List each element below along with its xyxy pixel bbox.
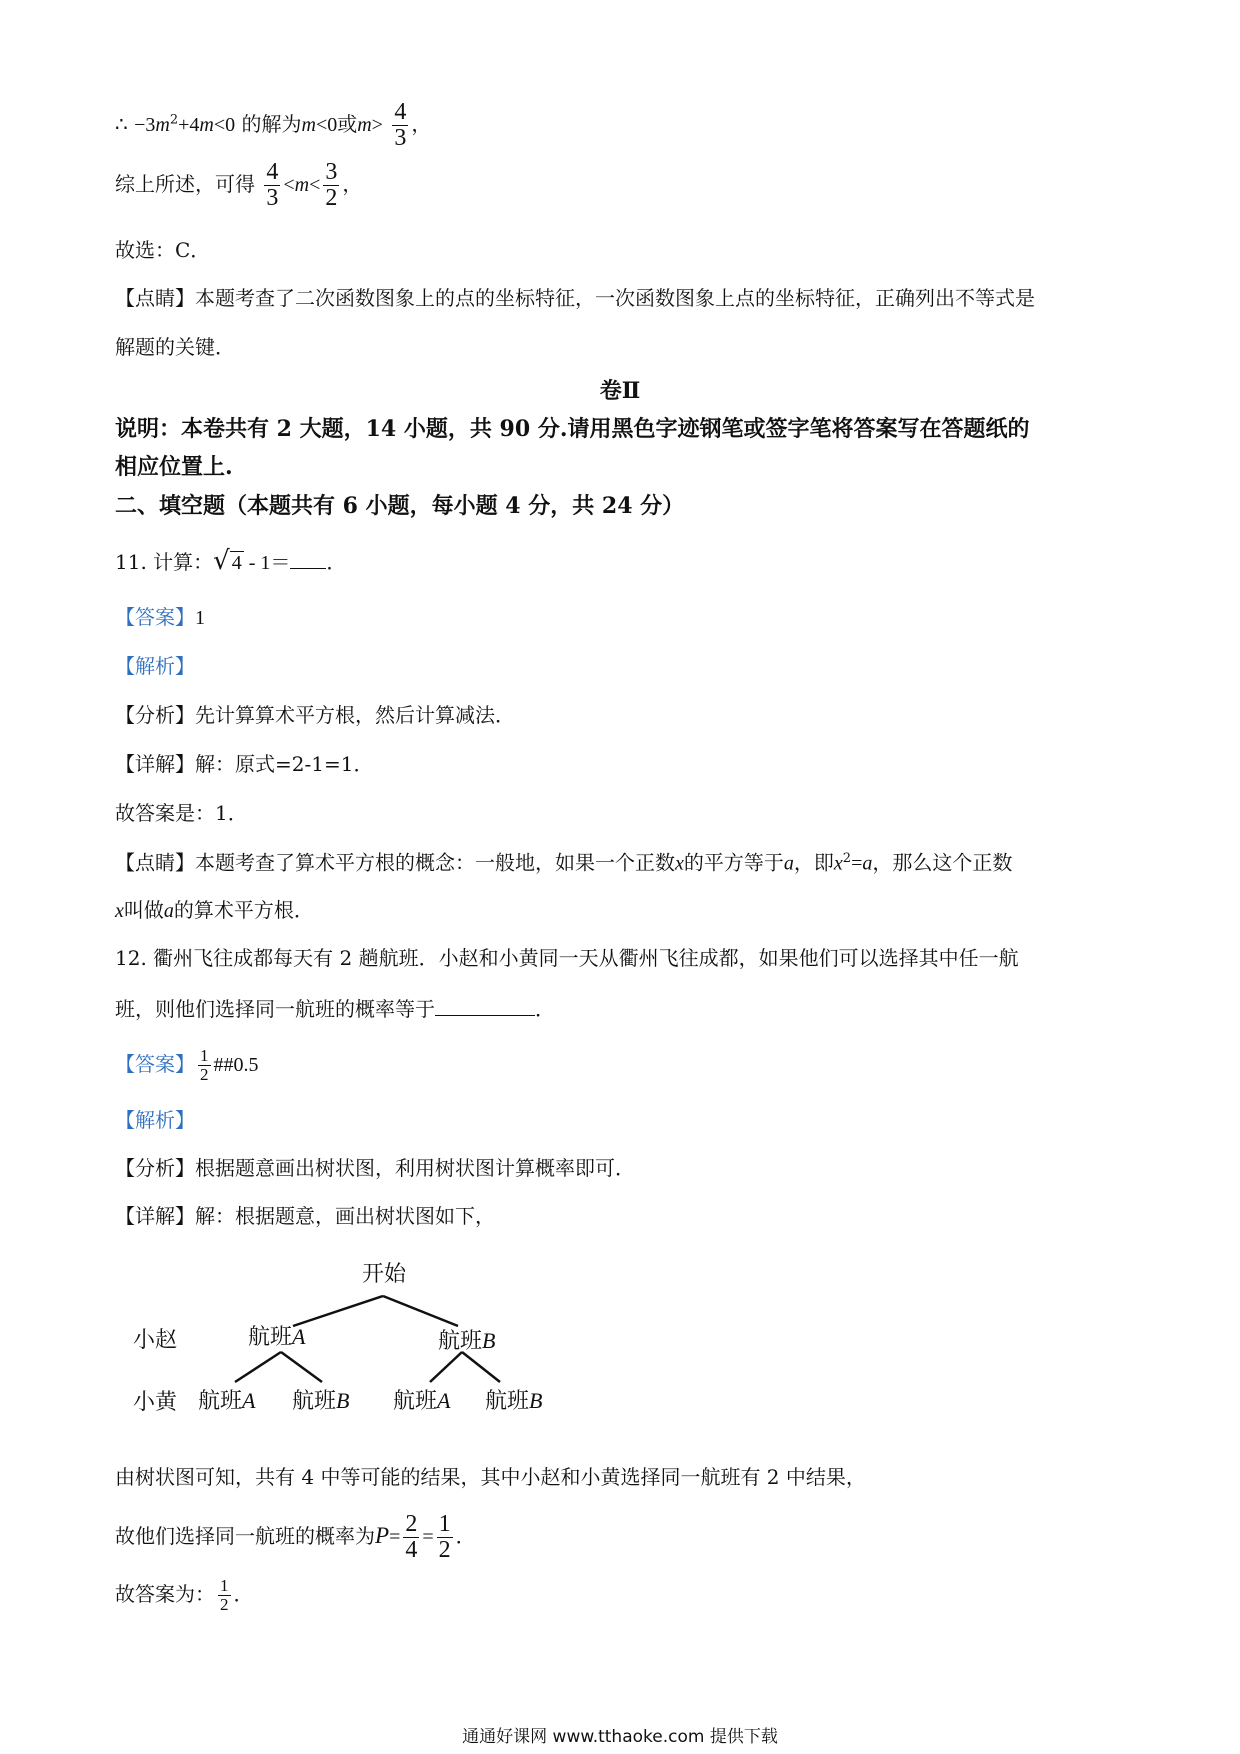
numerator: 1 [200, 1046, 209, 1065]
tree-leaf-aa [198, 1390, 255, 1413]
text: 故答案为： [115, 1581, 215, 1606]
q11-xiangjie: 【详解】解：原式=2-1=1． [115, 752, 374, 776]
expr-part: < [309, 174, 321, 197]
var-a: A [242, 1388, 256, 1413]
text: 航班 [292, 1389, 337, 1414]
q12-conclusion-2 [115, 1512, 476, 1563]
denominator: 3 [266, 185, 279, 212]
expr-part: +4 [178, 114, 200, 137]
var-b: B [529, 1388, 543, 1413]
expr-part: <0 [315, 114, 338, 137]
var-x: x [833, 852, 843, 875]
var-b: B [336, 1388, 350, 1413]
punct: ， [411, 112, 432, 137]
section-title: 卷Ⅱ [599, 378, 641, 404]
var-m: m [155, 114, 170, 137]
var-x: x [675, 852, 684, 875]
denominator: 3 [394, 125, 407, 152]
tree-branch [462, 1352, 500, 1382]
text: 的算术平方根． [173, 898, 314, 922]
var-m: m [199, 114, 214, 137]
denominator: 2 [325, 185, 338, 212]
text: 航班 [393, 1389, 438, 1414]
prev-line-3: 故选：C． [115, 238, 211, 262]
denominator: 2 [200, 1064, 209, 1084]
expr-part: > [371, 114, 383, 137]
var-a: a [783, 852, 794, 875]
numerator: 2 [405, 1511, 418, 1537]
text: 的解为 [241, 112, 302, 137]
numerator: 1 [438, 1511, 451, 1537]
section-heading: 二、填空题（本题共有 6 小题，每小题 4 分，共 24 分） [115, 493, 685, 519]
var-a: A [437, 1388, 451, 1413]
text: 航班 [485, 1389, 530, 1414]
fraction [218, 1577, 231, 1614]
var-a: A [292, 1324, 306, 1349]
text: 故他们选择同一航班的概率为 [115, 1524, 375, 1549]
var-a: a [862, 852, 873, 875]
numerator: 3 [325, 159, 338, 185]
var-x: x [115, 900, 124, 922]
expr-part: <0 [213, 114, 236, 137]
punct: ． [455, 1524, 476, 1549]
tree-row-label-huang: 小黄 [133, 1390, 178, 1415]
numerator: 4 [394, 99, 407, 125]
answer-value: ##0.5 [213, 1053, 259, 1076]
text: 的平方等于 [683, 850, 784, 875]
var-m: m [294, 174, 310, 197]
section-desc-1: 说明：本卷共有 2 大题，14 小题，共 90 分.请用黑色字迹钢笔或签字笔将答案写在答题纸的 [115, 416, 1030, 442]
var-m: m [301, 114, 316, 137]
var-b: B [482, 1328, 496, 1353]
var-m: m [357, 114, 372, 137]
expr-part: = [422, 1526, 434, 1549]
section-desc-2: 相应位置上. [115, 454, 233, 480]
answer-tag: 【答案】 [115, 605, 195, 629]
q11-gudaan: 故答案是：1． [115, 801, 248, 825]
tree-row-label-zhao: 小赵 [133, 1328, 178, 1353]
text: 航班 [198, 1389, 243, 1414]
tree-leaf-ab [292, 1390, 349, 1413]
numerator: 4 [266, 159, 279, 185]
numerator: 1 [220, 1576, 229, 1595]
q11-fenxi: 【分析】先计算算术平方根，然后计算减法． [115, 703, 515, 727]
answer-value: 1 [195, 607, 205, 629]
var-a: a [163, 900, 174, 922]
punct: ． [233, 1581, 254, 1606]
text: 叫做 [123, 898, 164, 922]
sqrt-symbol: √ [213, 546, 230, 576]
text: 【点睛】本题考查了算术平方根的概念：一般地，如果一个正数 [115, 850, 675, 875]
expr-part: −3 [134, 114, 156, 137]
radicand: 4 [231, 552, 242, 574]
tree-root: 开始 [362, 1262, 407, 1287]
tree-leaf-bb [485, 1390, 542, 1413]
tree-leaf-ba [393, 1390, 450, 1413]
punct: ， [342, 172, 363, 197]
q12-conclusion-1: 由树状图可知，共有 4 中等可能的结果，其中小赵和小黄选择同一航班有 2 中结果， [115, 1465, 866, 1489]
text: 综上所述，可得 [115, 172, 255, 197]
tree-branch [281, 1352, 322, 1382]
q11-jiexi: 【解析】 [115, 654, 195, 678]
expr-part: < [283, 174, 295, 197]
fraction [437, 1512, 453, 1563]
expr-part: - 1＝ [243, 552, 291, 574]
punct: ． [535, 997, 555, 1021]
question-number: 11. 计算： [115, 550, 214, 574]
answer-tag: 【答案】 [115, 1051, 195, 1076]
tree-branch [293, 1296, 383, 1326]
text: ，那么这个正数 [872, 850, 1013, 875]
text: 或 [337, 112, 358, 137]
q12-final [115, 1577, 254, 1614]
prev-dianjing-2: 解题的关键． [115, 335, 235, 359]
q12-xiangjie: 【详解】解：根据题意，画出树状图如下， [115, 1204, 495, 1228]
tree-node-b [438, 1330, 495, 1353]
page-footer: 通通好课网 www.tthaoke.com 提供下载 [462, 1727, 778, 1747]
exponent: 2 [169, 112, 179, 128]
tree-branch [430, 1352, 462, 1382]
tree-branch [235, 1352, 281, 1382]
text: 航班 [438, 1329, 483, 1354]
therefore-symbol: ∴ [115, 112, 128, 137]
tree-branch [383, 1296, 458, 1326]
prev-dianjing-1: 【点睛】本题考查了二次函数图象上的点的坐标特征，一次函数图象上点的坐标特征，正确列出不等式是 [115, 286, 1035, 310]
denominator: 4 [405, 1537, 418, 1564]
punct: ． [326, 550, 347, 574]
text: ，即 [793, 850, 834, 875]
q12-fenxi: 【分析】根据题意画出树状图，利用树状图计算概率即可． [115, 1156, 635, 1180]
text: 班，则他们选择同一航班的概率等于 [115, 997, 435, 1021]
q12-jiexi: 【解析】 [115, 1108, 195, 1132]
denominator: 2 [220, 1594, 229, 1614]
tree-node-a [248, 1326, 305, 1349]
q12-stem-1: 12. 衢州飞往成都每天有 2 趟航班．小赵和小黄同一天从衢州飞往成都，如果他们可以选择其中任一航 [115, 946, 1019, 970]
var-p: P [375, 1523, 390, 1549]
fraction [403, 1512, 419, 1563]
exponent: 2 [842, 851, 852, 866]
expr-part: = [389, 1526, 401, 1549]
text: 航班 [248, 1325, 293, 1350]
denominator: 2 [438, 1537, 451, 1564]
expr-part: = [851, 852, 863, 875]
